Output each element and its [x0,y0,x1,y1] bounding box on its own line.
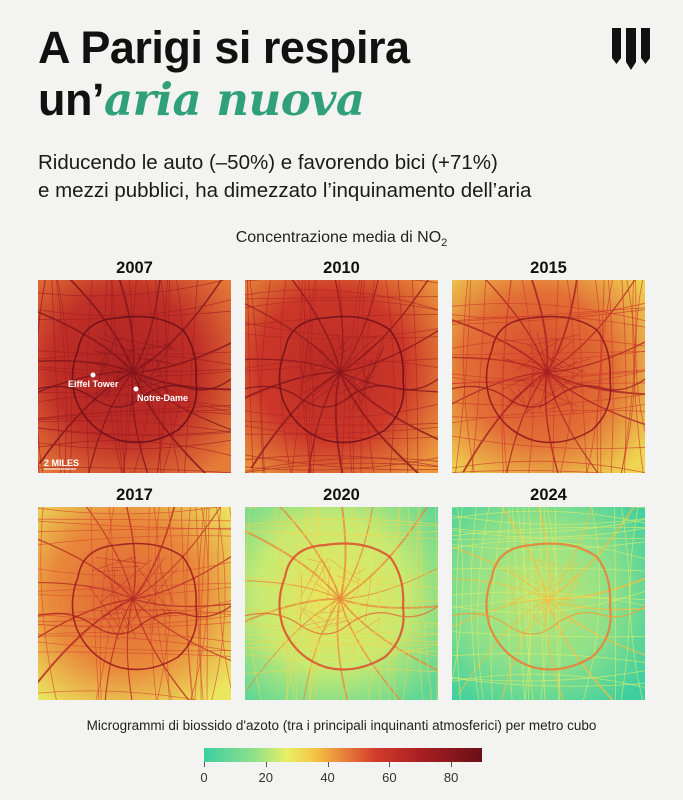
legend-tick-label: 80 [443,770,459,785]
notre-dame-label: Notre-Dame [137,393,189,403]
title-line-1: A Parigi si respira [38,22,410,73]
map-panel-2017 [38,485,231,700]
map-panel-2020 [245,485,438,700]
subtitle [38,149,658,205]
no2-map [452,280,645,473]
legend-tick-label: 60 [382,770,397,785]
legend-tick-label: 20 [258,770,273,785]
no2-map [245,507,438,700]
panel-year: 2020 [323,486,360,504]
page-title [38,22,598,126]
publisher-logo-icon [612,28,650,70]
notre-dame-marker [134,387,139,392]
legend-tick-label: 0 [200,770,208,785]
map-heading-text: Concentrazione media di NO [235,229,442,246]
map-heading-subscript: 2 [441,237,448,250]
panel-year: 2007 [116,259,153,277]
title-accent: aria nuova [103,73,365,126]
panel-year: 2015 [530,259,567,277]
scale-label: 2 MILES [44,458,80,468]
legend-color-bar [204,748,482,762]
no2-map [38,507,231,700]
map-panel-2015 [452,258,645,473]
legend-tick-mark [451,762,452,767]
legend-tick-mark [328,762,329,767]
legend-tick-mark [204,762,205,767]
panel-year: 2024 [530,486,567,504]
panel-year: 2010 [323,259,360,277]
no2-map [38,280,231,473]
map-panel-2007 [38,258,231,473]
eiffel-tower-marker [91,373,96,378]
map-panel-2024 [452,485,645,700]
no2-map [245,280,438,473]
eiffel-tower-label: Eiffel Tower [68,379,119,389]
legend-tick-mark [389,762,390,767]
no2-map [452,507,645,700]
subtitle-line-1: Riducendo le auto (–50%) e favorendo bici (+71%) [38,151,498,174]
panel-year: 2017 [116,486,153,504]
subtitle-line-2: e mezzi pubblici, ha dimezzato l’inquinamento dell’aria [38,179,532,202]
title-line-2-prefix: un’ [38,74,104,125]
legend-caption: Microgrammi di biossido d'azoto (tra i principali inquinanti atmosferici) per metro cubo [86,718,597,733]
map-heading [0,229,683,249]
legend-tick-label: 40 [320,770,335,785]
map-panel-2010 [245,258,438,473]
legend-tick-mark [266,762,267,767]
